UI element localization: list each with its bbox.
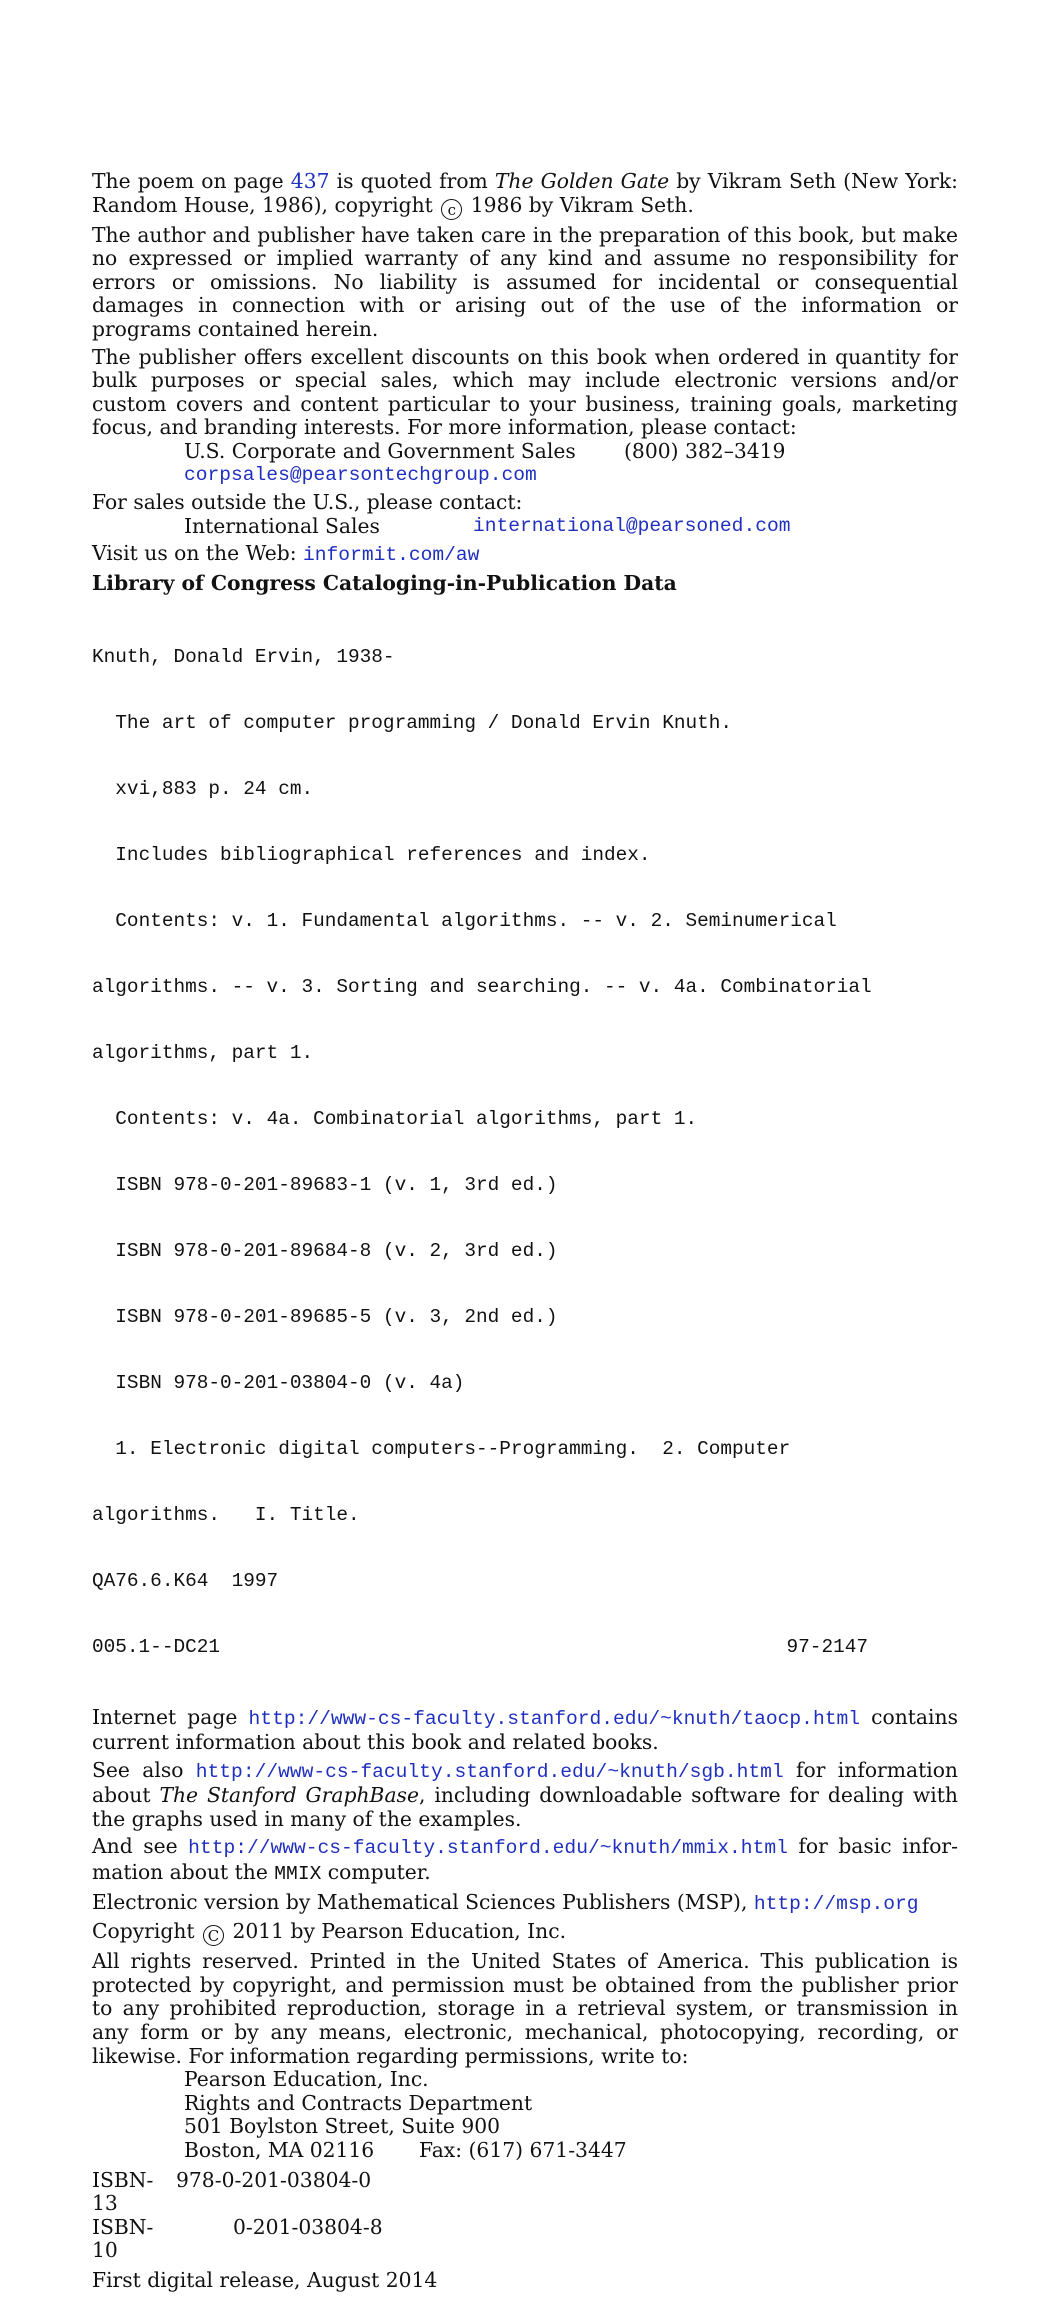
discounts-paragraph: The publisher offers excellent discounts on this book when ordered in quantity for bulk purposes or special sales, which may include electronic versions and/or custom covers and content particular to your business, training goals, marketing focus, and branding interests. For more information, please contact:	[92, 344, 958, 440]
dewey-number: 005.1--DC21	[92, 1635, 220, 1658]
mmix-link[interactable]: http://www-cs-faculty.stanford.edu/~knuth/mmix.html	[188, 1837, 788, 1860]
intl-sales-contact	[92, 515, 958, 539]
page-437-link[interactable]: 437	[290, 169, 330, 193]
isbn-block	[92, 2169, 958, 2263]
copyright-line: Copyright C 2011 by Pearson Education, Inc.	[92, 1919, 567, 1946]
us-sales-contact	[92, 440, 958, 487]
isbn13-value: 978-0-201-03804-0	[176, 2167, 372, 2192]
web-line: Visit us on the Web: informit.com/aw	[92, 541, 480, 567]
us-sales-phone: (800) 382–3419	[624, 438, 786, 463]
cip-line: Contents: v. 4a. Combinatorial algorithms, part 1.	[115, 1107, 698, 1130]
cip-line: ISBN 978-0-201-89684-8 (v. 2, 3rd ed.)	[115, 1239, 558, 1262]
disclaimer-paragraph: The author and publisher have taken care in the preparation of this book, but make no expressed or implied warranty of any kind and assume no responsibility for errors or omissions. No liability is assumed for incidental or consequential damages in connection with or arising out of the use of the information or programs contained herein.	[92, 222, 958, 341]
isbn13-label: ISBN-13	[92, 2167, 154, 2216]
poem-credit: The poem on page 437 is quoted from The Golden Gate by Vikram Seth (New York: Random House, 1986), copyright c 1986 by Vikram Seth.	[92, 169, 958, 219]
address-line: Rights and Contracts Department	[184, 2090, 533, 2115]
address-city: Boston, MA 02116	[184, 2138, 375, 2162]
see-also-paragraph: See also http://www-cs-faculty.stanford.edu/~knuth/sgb.html for information about The Stanford GraphBase, including downloadable software for dealing with the graphs used in many of the examples.	[92, 1757, 958, 1831]
msp-link[interactable]: http://msp.org	[753, 1892, 919, 1915]
internet-page-paragraph: Internet page http://www-cs-faculty.stanford.edu/~knuth/taocp.html contains current information about this book and related books.	[92, 1704, 958, 1755]
cip-line: ISBN 978-0-201-89685-5 (v. 3, 2nd ed.)	[115, 1305, 558, 1328]
corpsales-email-link[interactable]: corpsales@pearsontechgroup.com	[184, 463, 537, 486]
cip-line: algorithms. -- v. 3. Sorting and searching. -- v. 4a. Combinatorial	[92, 975, 872, 998]
address-fax: Fax: (617) 671-3447	[419, 2138, 627, 2162]
cip-line: Knuth, Donald Ervin, 1938-	[92, 645, 395, 668]
mmix-paragraph: And see http://www-cs-faculty.stanford.edu/~knuth/mmix.html for basic infor-mation about the MMIX computer.	[92, 1834, 958, 1886]
cip-line: xvi,883 p. 24 cm.	[115, 777, 314, 800]
cip-heading: Library of Congress Cataloging-in-Publication Data	[92, 570, 677, 595]
copyright-page	[92, 170, 958, 2297]
cip-line: algorithms. I. Title.	[92, 1503, 360, 1526]
lccn-number: 97-2147	[786, 1635, 868, 1658]
address-line: 501 Boylston Street, Suite 900	[184, 2114, 501, 2139]
rights-paragraph: All rights reserved. Printed in the United States of America. This publication is protected by copyright, and permission must be obtained from the publisher prior to any prohibited reproduction, storage in a retrieval system, or transmission in any form or by any means, electronic, mechanical, photocopying, recording, or likewise. For information regarding permissions, write to:	[92, 1949, 958, 2068]
graphbase-title: The Stanford GraphBase	[159, 1783, 419, 1808]
cip-line: ISBN 978-0-201-89683-1 (v. 1, 3rd ed.)	[115, 1173, 558, 1196]
intl-email-link[interactable]: international@pearsoned.com	[473, 514, 791, 537]
copyright-symbol-icon: C	[203, 1925, 224, 1946]
cip-line: QA76.6.K64 1997	[92, 1569, 279, 1592]
address-line: Pearson Education, Inc.	[184, 2067, 429, 2092]
copyright-symbol-icon: c	[441, 199, 462, 220]
informit-link[interactable]: informit.com/aw	[303, 544, 480, 567]
release-line: First digital release, August 2014	[92, 2267, 438, 2292]
sgb-link[interactable]: http://www-cs-faculty.stanford.edu/~knuth/sgb.html	[195, 1760, 784, 1783]
cip-line: Contents: v. 1. Fundamental algorithms. -- v. 2. Seminumerical	[115, 909, 837, 932]
cip-line: 1. Electronic digital computers--Programming. 2. Computer	[115, 1437, 791, 1460]
book-title: The Golden Gate	[494, 169, 670, 193]
intl-intro: For sales outside the U.S., please contact:	[92, 490, 523, 515]
mmix-code: MMIX	[274, 1863, 322, 1886]
cip-line: ISBN 978-0-201-03804-0 (v. 4a)	[115, 1371, 465, 1394]
cip-call-numbers	[92, 1636, 868, 1658]
cip-line: Includes bibliographical references and index.	[115, 843, 651, 866]
isbn10-label: ISBN-10	[92, 2214, 154, 2263]
isbn10-value: 0-201-03804-8	[233, 2214, 383, 2239]
permissions-address	[92, 2068, 958, 2162]
intl-sales-name: International Sales	[184, 513, 380, 538]
taocp-link[interactable]: http://www-cs-faculty.stanford.edu/~knuth/taocp.html	[248, 1707, 860, 1730]
us-sales-name: U.S. Corporate and Government Sales	[184, 438, 576, 463]
cip-line: The art of computer programming / Donald Ervin Knuth.	[115, 711, 733, 734]
electronic-version-line: Electronic version by Mathematical Sciences Publishers (MSP), http://msp.org	[92, 1889, 919, 1915]
cip-line: algorithms, part 1.	[92, 1041, 314, 1064]
cip-block	[92, 602, 958, 1702]
